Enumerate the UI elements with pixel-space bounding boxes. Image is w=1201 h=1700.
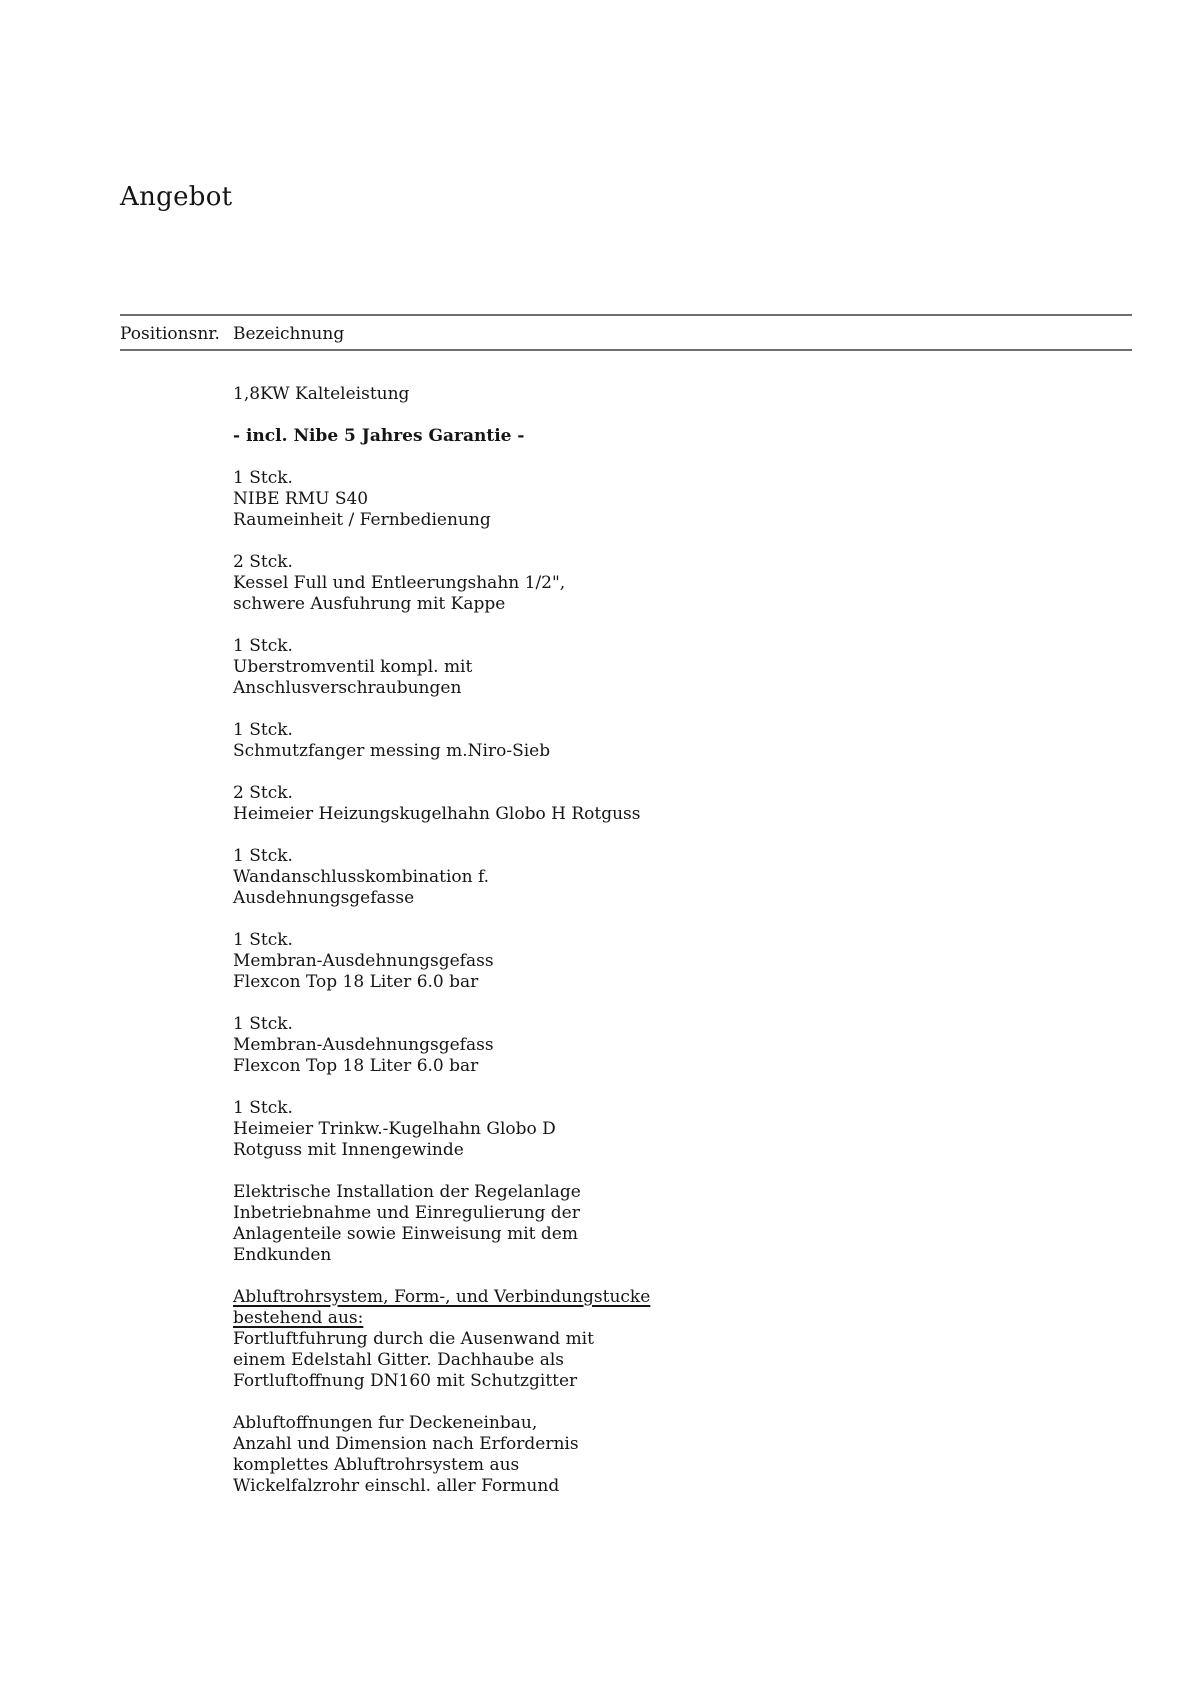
paragraph [233,552,993,615]
paragraph [233,384,993,405]
underlined-text-line: bestehend aus: [233,1308,364,1328]
column-header-bezeichnung: Bezeichnung [233,324,345,344]
paragraph [233,720,993,762]
text-line: - incl. Nibe 5 Jahres Garantie - [233,426,525,446]
text-line: Anschlusverschraubungen [233,678,462,698]
table-header-rule-top [120,314,1132,316]
text-line: Ausdehnungsgefasse [233,888,415,908]
text-line: Fortluftoffnung DN160 mit Schutzgitter [233,1371,578,1391]
text-line: Heimeier Trinkw.-Kugelhahn Globo D [233,1119,556,1139]
column-header-positionsnr: Positionsnr. [120,324,220,344]
paragraph [233,426,993,447]
text-line: Heimeier Heizungskugelhahn Globo H Rotguss [233,804,641,824]
text-line: schwere Ausfuhrung mit Kappe [233,594,506,614]
document-title: Angebot [120,182,233,212]
text-line: Anlagenteile sowie Einweisung mit dem [233,1224,578,1244]
paragraph [233,846,993,909]
text-line: Anzahl und Dimension nach Erfordernis [233,1434,579,1454]
text-line: Raumeinheit / Fernbedienung [233,510,491,530]
text-line: Inbetriebnahme und Einregulierung der [233,1203,580,1223]
paragraph [233,930,993,993]
text-line: 1 Stck. [233,930,293,950]
text-line: Fortluftfuhrung durch die Ausenwand mit [233,1329,594,1349]
paragraph [233,468,993,531]
text-line: 1,8KW Kalteleistung [233,384,410,404]
text-line: 1 Stck. [233,1014,293,1034]
text-line: Kessel Full und Entleerungshahn 1/2", [233,573,566,593]
text-line: 1 Stck. [233,720,293,740]
underlined-text-line: Abluftrohrsystem, Form-, und Verbindungstucke [233,1287,651,1307]
text-line: 1 Stck. [233,846,293,866]
text-line: Rotguss mit Innengewinde [233,1140,464,1160]
text-line: Wandanschlusskombination f. [233,867,490,887]
text-line: Elektrische Installation der Regelanlage [233,1182,581,1202]
text-line: Abluftoffnungen fur Deckeneinbau, [233,1413,538,1433]
text-line: Schmutzfanger messing m.Niro-Sieb [233,741,551,761]
table-header-rule-bottom [120,349,1132,351]
text-line: Endkunden [233,1245,332,1265]
paragraph [233,1014,993,1077]
text-line: Membran-Ausdehnungsgefass [233,1035,494,1055]
text-line: 1 Stck. [233,468,293,488]
text-line: Flexcon Top 18 Liter 6.0 bar [233,1056,479,1076]
paragraph [233,636,993,699]
text-line: komplettes Abluftrohrsystem aus [233,1455,520,1475]
text-line: Flexcon Top 18 Liter 6.0 bar [233,972,479,992]
item-descriptions [233,384,993,1518]
text-line: 1 Stck. [233,1098,293,1118]
paragraph [233,1182,993,1266]
paragraph [233,1098,993,1161]
text-line: 1 Stck. [233,636,293,656]
text-line: 2 Stck. [233,552,293,572]
text-line: einem Edelstahl Gitter. Dachhaube als [233,1350,565,1370]
text-line: Wickelfalzrohr einschl. aller Formund [233,1476,560,1496]
paragraph [233,1287,993,1392]
text-line: NIBE RMU S40 [233,489,369,509]
paragraph [233,783,993,825]
text-line: Membran-Ausdehnungsgefass [233,951,494,971]
text-line: Uberstromventil kompl. mit [233,657,473,677]
paragraph [233,1413,993,1497]
text-line: 2 Stck. [233,783,293,803]
